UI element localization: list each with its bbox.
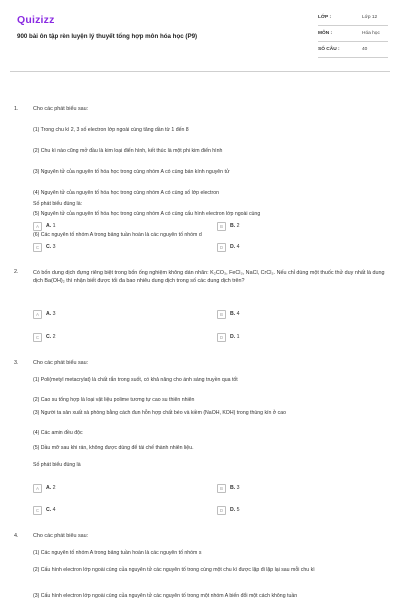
option-letter-badge: C xyxy=(33,243,42,252)
option-label: C. xyxy=(46,507,52,514)
info-label: MÔN : xyxy=(318,30,333,36)
option-text: 2 xyxy=(236,223,240,230)
info-value: 40 xyxy=(362,46,368,52)
option-label: D. xyxy=(230,507,236,514)
option-letter-badge: C xyxy=(33,333,42,342)
option-b[interactable] xyxy=(217,310,240,319)
option-c[interactable] xyxy=(33,506,56,515)
worksheet-title: 900 bài ôn tập rèn luyện lý thuyết tổng hợp môn hóa học (P9) xyxy=(17,33,198,40)
option-a[interactable] xyxy=(33,310,56,319)
info-value: Lớp 12 xyxy=(362,14,378,20)
option-b[interactable] xyxy=(217,222,240,231)
option-text: 2 xyxy=(52,485,56,492)
option-label: B. xyxy=(230,485,236,492)
option-text: 3 xyxy=(236,485,240,492)
option-a[interactable] xyxy=(33,484,56,493)
option-letter-badge: B xyxy=(217,310,226,319)
option-letter-badge: A xyxy=(33,484,42,493)
question-text: Cho các phát biểu sau: xyxy=(33,360,89,366)
option-label: B. xyxy=(230,311,236,318)
option-c[interactable] xyxy=(33,243,56,252)
statement: (3) Cấu hình electron lớp ngoài cùng của nguyên tử các nguyên tố trong một nhóm A biến đổi một cách không tuần xyxy=(33,593,298,599)
option-a[interactable] xyxy=(33,222,56,231)
option-letter-badge: A xyxy=(33,310,42,319)
option-text: 4 xyxy=(52,507,56,514)
option-text: 1 xyxy=(52,223,56,230)
statement: (2) Cấu hình electron lớp ngoài cùng của nguyên tử các nguyên tố trong cùng một chu kì được lặp đi lặp lại sau mỗi chu kì xyxy=(33,567,315,573)
info-label: SỐ CÂU : xyxy=(318,46,340,52)
question-2 xyxy=(14,269,390,309)
option-label: A. xyxy=(46,311,52,318)
info-row-class xyxy=(318,10,388,26)
info-row-question-count xyxy=(318,42,388,58)
statement: (2) Chu kì nào cũng mở đầu là kim loại điển hình, kết thúc là một phi kim điển hình xyxy=(33,148,223,154)
statement: (3) Người ta sản xuất xà phòng bằng cách đun hỗn hợp chất béo và kiềm (NaOH, KOH) trong thùng kín ở cao xyxy=(33,410,287,416)
option-letter-badge: D xyxy=(217,243,226,252)
quizizz-logo: Quizizz xyxy=(17,14,55,26)
question-1 xyxy=(14,106,390,256)
question-text: Cho các phát biểu sau: xyxy=(33,106,89,112)
option-label: D. xyxy=(230,244,236,251)
statement: (1) Trong chu kì 2, 3 số electron lớp ngoài cùng tăng dần từ 1 đến 8 xyxy=(33,127,189,133)
statement: (5) Nguyên tử của nguyên tố hóa học trong cùng nhóm A có cùng cấu hình electron lớp ngoài cùng xyxy=(33,211,261,217)
option-text: 5 xyxy=(236,507,240,514)
statement: (2) Cao su tổng hợp là loại vật liệu polime tương tự cao su thiên nhiên xyxy=(33,397,195,403)
option-c[interactable] xyxy=(33,333,56,342)
info-label: LỚP : xyxy=(318,14,332,20)
statement: (4) Các amin đều độc xyxy=(33,430,83,436)
option-letter-badge: A xyxy=(33,222,42,231)
question-body xyxy=(33,269,385,285)
info-value: Hóa học xyxy=(362,30,380,36)
option-b[interactable] xyxy=(217,484,240,493)
question-text: Có bốn dung dịch đựng riêng biệt trong bốn ống nghiệm không dán nhãn: K₂CO₃, FeCl₃, NaCl, CrCl₃. Nếu chỉ dùng một thuốc thử duy nhất là dung dịch Ba(OH)₂ thì nhận biết được tối đa bao nhiêu dung dịch trong số các dung dịch trên? xyxy=(33,270,385,285)
option-text: 1 xyxy=(236,334,240,341)
option-text: 3 xyxy=(52,311,56,318)
option-letter-badge: C xyxy=(33,506,42,515)
statement: (3) Nguyên tử của nguyên tố hóa học trong cùng nhóm A có cùng bán kính nguyên tử xyxy=(33,169,230,175)
question-number: 2. xyxy=(14,269,19,275)
question-number: 1. xyxy=(14,106,19,112)
question-body xyxy=(33,533,385,599)
option-text: 4 xyxy=(236,311,240,318)
question-3 xyxy=(14,360,390,480)
question-number: 3. xyxy=(14,360,19,366)
option-d[interactable] xyxy=(217,506,240,515)
statement: (5) Dầu mỡ sau khi rán, không được dùng để tái chế thành nhiên liệu. xyxy=(33,445,194,451)
option-label: C. xyxy=(46,244,52,251)
option-letter-badge: B xyxy=(217,222,226,231)
option-text: 4 xyxy=(236,244,240,251)
option-label: D. xyxy=(230,334,236,341)
info-row-subject xyxy=(318,26,388,42)
statement: (1) Các nguyên tố nhóm A trong bảng tuần hoàn là các nguyên tố nhóm s xyxy=(33,550,202,556)
question-body xyxy=(33,360,385,468)
statement: (6) Các nguyên tố nhóm A trong bảng tuần hoàn là các nguyên tố nhóm d xyxy=(33,232,202,238)
option-text: 3 xyxy=(52,244,56,251)
info-table xyxy=(318,10,388,58)
worksheet-header xyxy=(0,0,400,64)
option-text: 2 xyxy=(52,334,56,341)
statement: (4) Nguyên tử của nguyên tố hóa học trong cùng nhóm A có cùng số lớp electron xyxy=(33,190,219,196)
option-d[interactable] xyxy=(217,333,240,342)
statement: (1) Poli(metyl metacrylat) là chất rắn trong suốt, có khả năng cho ánh sáng truyền qua tốt xyxy=(33,377,238,383)
question-prompt: Số phát biểu đúng là: xyxy=(33,201,83,207)
option-letter-badge: D xyxy=(217,506,226,515)
option-label: C. xyxy=(46,334,52,341)
question-prompt: Số phát biểu đúng là xyxy=(33,462,81,468)
header-divider xyxy=(10,71,390,72)
option-d[interactable] xyxy=(217,243,240,252)
option-label: A. xyxy=(46,485,52,492)
question-number: 4. xyxy=(14,533,19,539)
option-letter-badge: D xyxy=(217,333,226,342)
option-label: B. xyxy=(230,223,236,230)
option-letter-badge: B xyxy=(217,484,226,493)
question-text: Cho các phát biểu sau: xyxy=(33,533,89,539)
question-4 xyxy=(14,533,390,600)
option-label: A. xyxy=(46,223,52,230)
